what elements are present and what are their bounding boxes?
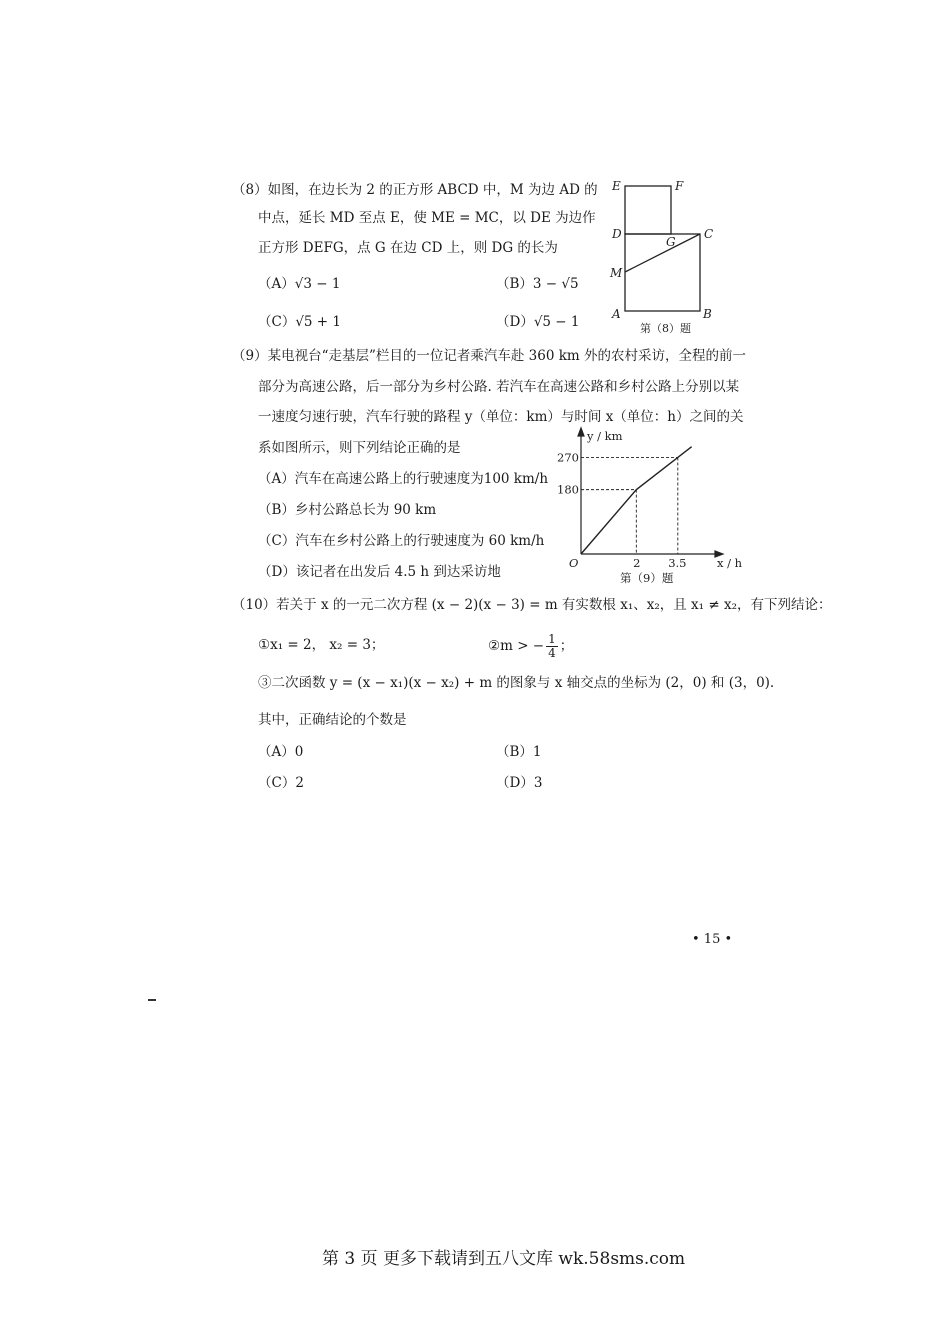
q8-line-2: 中点，延长 MD 至点 E，使 ME = MC，以 DE 为边作 xyxy=(258,210,596,226)
q10-option-a: （A）0 xyxy=(258,744,304,760)
label-g: G xyxy=(666,235,676,249)
label-b: B xyxy=(703,307,712,321)
q9-chart xyxy=(555,428,743,588)
q9-option-c: （C）汽车在乡村公路上的行驶速度为 60 km/h xyxy=(258,533,545,549)
c2-denominator: 4 xyxy=(548,646,556,660)
q9-line-4: 系如图所示，则下列结论正确的是 xyxy=(258,440,461,456)
segment-mc xyxy=(625,234,700,272)
q8-line-3: 正方形 DEFG，点 G 在边 CD 上，则 DG 的长为 xyxy=(258,240,558,256)
figure-8-caption: 第（8）题 xyxy=(640,322,691,335)
q10-option-c: （C）2 xyxy=(258,775,304,791)
c2-suffix: ； xyxy=(559,638,574,654)
c2-prefix: ②m > − xyxy=(488,638,545,654)
y-axis-arrow xyxy=(578,428,584,436)
label-f: F xyxy=(675,179,684,193)
x-tick-label: 2 xyxy=(633,556,641,570)
x-tick-label: 3.5 xyxy=(668,556,687,570)
label-m: M xyxy=(610,266,623,280)
q8-line-1: （8）如图，在边长为 2 的正方形 ABCD 中，M 为边 AD 的 xyxy=(232,182,598,198)
q10-stem: （10）若关于 x 的一元二次方程 (x − 2)(x − 3) = m 有实数根 x₁、x₂，且 x₁ ≠ x₂，有下列结论： xyxy=(232,597,832,613)
q10-conclusion-3: ③二次函数 y = (x − x₁)(x − x₂) + m 的图象与 x 轴交点的坐标为 (2，0) 和 (3，0). xyxy=(258,675,775,691)
q8-option-a: （A）√3 − 1 xyxy=(258,276,341,292)
q8-option-b: （B）3 − √5 xyxy=(496,276,579,292)
q9-line-3: 一速度匀速行驶，汽车行驶的路程 y（单位：km）与时间 x（单位：h）之间的关 xyxy=(258,409,744,425)
page-number: • 15 • xyxy=(692,932,733,947)
square-defg xyxy=(625,186,671,234)
q9-option-b: （B）乡村公路总长为 90 km xyxy=(258,502,437,518)
q9-line-2: 部分为高速公路，后一部分为乡村公路. 若汽车在高速公路和乡村公路上分别以某 xyxy=(258,379,740,395)
q9-option-a: （A）汽车在高速公路上的行驶速度为100 km/h xyxy=(258,471,549,487)
q8-option-c: （C）√5 + 1 xyxy=(258,314,342,330)
q9-line-1: （9）某电视台“走基层”栏目的一位记者乘汽车赴 360 km 外的农村采访，全程的前一 xyxy=(232,348,747,364)
label-e: E xyxy=(612,179,621,193)
q10-option-b: （B）1 xyxy=(496,744,542,760)
c2-fraction xyxy=(546,633,558,660)
square-abcd xyxy=(625,234,700,311)
y-axis-label: y / km xyxy=(587,429,623,443)
scan-mark xyxy=(148,999,156,1001)
q10-conclusion-1: ①x₁ = 2， x₂ = 3； xyxy=(258,637,385,653)
label-d: D xyxy=(612,227,622,241)
q10-question: 其中，正确结论的个数是 xyxy=(258,712,407,728)
origin-label: O xyxy=(569,556,579,570)
footer-text: 第 3 页 更多下载请到五八文库 wk.58sms.com xyxy=(322,1249,686,1269)
label-a: A xyxy=(612,307,621,321)
c2-numerator: 1 xyxy=(548,632,556,646)
q10-conclusion-2 xyxy=(488,633,573,660)
x-axis-label: x / h xyxy=(717,556,743,570)
q9-chart-caption: 第（9）题 xyxy=(620,571,674,585)
y-tick-label: 270 xyxy=(557,450,579,465)
q8-figure xyxy=(600,174,730,336)
label-c: C xyxy=(704,227,714,241)
y-tick-label: 180 xyxy=(557,482,579,497)
q9-option-d: （D）该记者在出发后 4.5 h 到达采访地 xyxy=(258,564,501,580)
q10-option-d: （D）3 xyxy=(496,775,543,791)
q8-option-d: （D）√5 − 1 xyxy=(496,314,580,330)
